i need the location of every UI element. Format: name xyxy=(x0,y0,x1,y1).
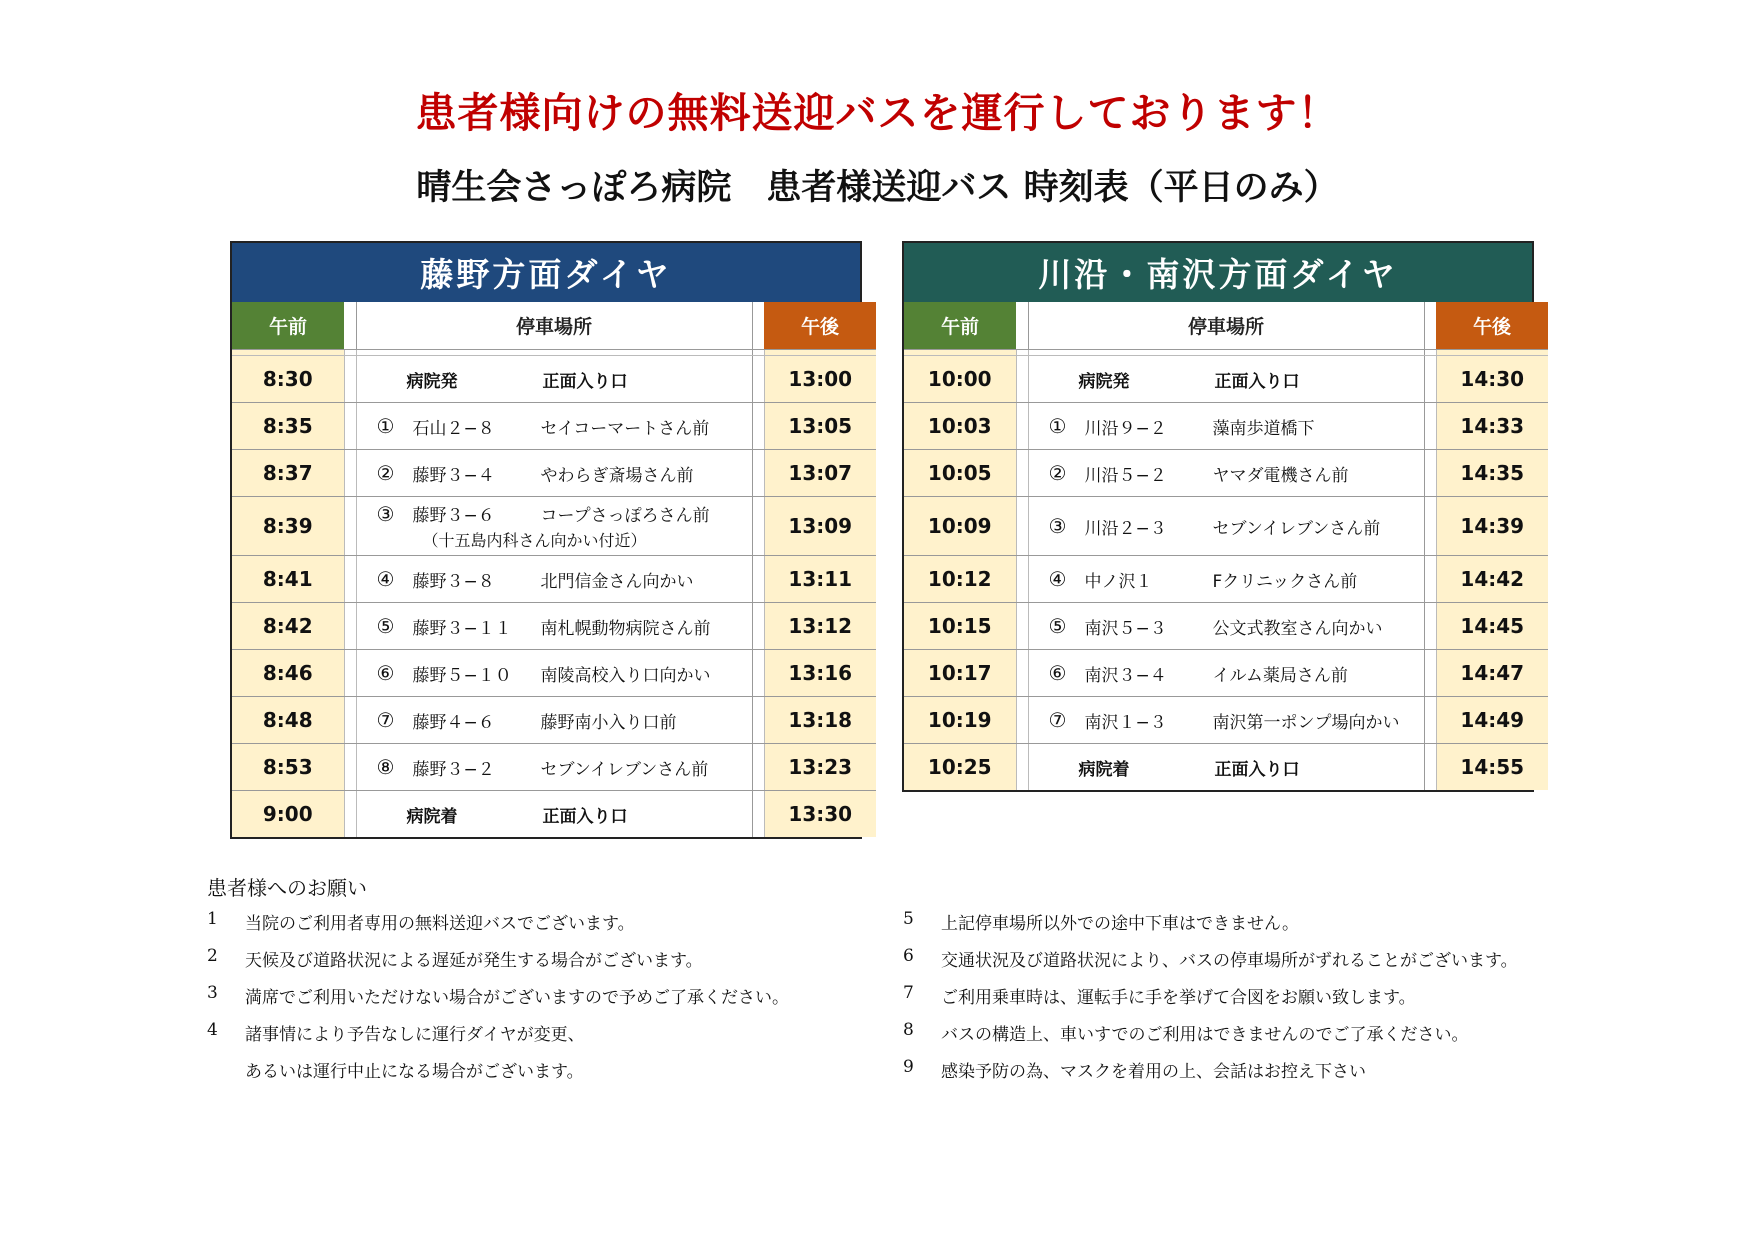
time-pm: 14:30 xyxy=(1436,356,1548,403)
stop-number: ③ xyxy=(1048,514,1067,538)
notes-list-left xyxy=(207,909,789,1094)
column-header-pm: 午後 xyxy=(764,302,876,350)
time-pm: 13:16 xyxy=(764,650,876,697)
timetable-row xyxy=(232,603,876,650)
note-number: 4 xyxy=(207,1020,218,1040)
stop-number: ② xyxy=(376,461,395,485)
time-am: 8:53 xyxy=(232,744,344,791)
time-am: 9:00 xyxy=(232,791,344,838)
note-item xyxy=(903,909,1518,946)
stop-cell xyxy=(356,450,752,497)
stop-number: ④ xyxy=(1048,567,1067,591)
time-pm: 14:42 xyxy=(1436,556,1548,603)
timetable-body xyxy=(904,350,1548,791)
time-pm: 14:39 xyxy=(1436,497,1548,556)
stop-landmark: 南札幌動物病院さん前 xyxy=(540,618,711,639)
time-pm: 13:30 xyxy=(764,791,876,838)
stop-number: ① xyxy=(376,414,395,438)
timetable-kawazoe-minamisawa xyxy=(902,241,1534,792)
time-pm: 13:05 xyxy=(764,403,876,450)
note-text: 当院のご利用者専用の無料送迎バスでございます。 xyxy=(245,914,635,934)
note-text: 諸事情により予告なしに運行ダイヤが変更、 xyxy=(245,1025,585,1045)
time-pm: 14:55 xyxy=(1436,744,1548,791)
note-item xyxy=(903,983,1518,1020)
stop-landmark: セブンイレブンさん前 xyxy=(540,759,709,780)
time-am: 8:48 xyxy=(232,697,344,744)
time-am: 8:46 xyxy=(232,650,344,697)
stop-number: ⑦ xyxy=(1048,708,1067,732)
note-text: ご利用乗車時は、運転手に手を挙げて合図をお願い致します。 xyxy=(941,988,1416,1008)
stop-landmark: イルム薬局さん前 xyxy=(1212,665,1348,686)
timetable-row xyxy=(232,556,876,603)
stop-cell xyxy=(1028,744,1424,791)
time-am: 10:12 xyxy=(904,556,1016,603)
stop-number: ⑧ xyxy=(376,755,395,779)
notes-list-right xyxy=(903,909,1518,1094)
note-number: 9 xyxy=(903,1057,914,1077)
column-header-stop: 停車場所 xyxy=(1028,302,1424,350)
time-pm: 13:00 xyxy=(764,356,876,403)
stop-number: ⑦ xyxy=(376,708,395,732)
note-item xyxy=(903,1020,1518,1057)
stop-address: 藤野４−６ xyxy=(412,712,495,733)
note-text: バスの構造上、車いすでのご利用はできませんのでご了承ください。 xyxy=(941,1025,1469,1045)
note-item xyxy=(207,946,789,983)
stop-address: 南沢５−３ xyxy=(1084,618,1167,639)
timetable-row xyxy=(904,497,1548,556)
note-text: 上記停車場所以外での途中下車はできません。 xyxy=(941,914,1300,934)
stop-address: 藤野５−１０ xyxy=(412,665,512,686)
time-am: 8:42 xyxy=(232,603,344,650)
time-am: 10:17 xyxy=(904,650,1016,697)
note-text: 交通状況及び道路状況により、バスの停車場所がずれることがございます。 xyxy=(941,951,1518,971)
stop-landmark: 北門信金さん向かい xyxy=(540,571,694,592)
timetable-row xyxy=(232,650,876,697)
timetable-row xyxy=(232,791,876,838)
timetable-fujino xyxy=(230,241,862,839)
stop-cell xyxy=(356,650,752,697)
stop-number: ⑤ xyxy=(1048,614,1067,638)
note-text: 天候及び道路状況による遅延が発生する場合がございます。 xyxy=(245,951,703,971)
stop-cell xyxy=(356,791,752,838)
stop-address: 石山２−８ xyxy=(412,418,495,439)
timetable-row xyxy=(232,403,876,450)
time-am: 8:39 xyxy=(232,497,344,556)
stop-address: 病院発 xyxy=(1078,371,1130,392)
stop-note: （十五島内科さん向かい付近） xyxy=(422,531,647,550)
timetable-row xyxy=(904,744,1548,791)
stop-address: 川沿５−２ xyxy=(1084,465,1167,486)
column-header-stop: 停車場所 xyxy=(356,302,752,350)
stop-landmark: 南陵高校入り口向かい xyxy=(540,665,711,686)
time-pm: 13:23 xyxy=(764,744,876,791)
stop-cell xyxy=(356,744,752,791)
time-am: 10:19 xyxy=(904,697,1016,744)
stop-cell xyxy=(356,403,752,450)
stop-address: 病院着 xyxy=(406,806,458,827)
stop-address: 藤野３−１１ xyxy=(412,618,512,639)
stop-cell xyxy=(356,603,752,650)
time-pm: 14:35 xyxy=(1436,450,1548,497)
stop-landmark: 藤野南小入り口前 xyxy=(540,712,677,733)
time-pm: 13:09 xyxy=(764,497,876,556)
stop-landmark: やわらぎ斎場さん前 xyxy=(540,465,694,486)
note-item xyxy=(903,1057,1518,1094)
stop-cell xyxy=(356,497,752,556)
notes-heading: 患者様へのお願い xyxy=(207,876,367,900)
stop-cell xyxy=(1028,603,1424,650)
timetable-row xyxy=(904,403,1548,450)
time-am: 10:05 xyxy=(904,450,1016,497)
stop-number: ④ xyxy=(376,567,395,591)
column-header-am: 午前 xyxy=(904,302,1016,350)
note-number: 6 xyxy=(903,946,914,966)
note-text: 満席でご利用いただけない場合がございますので予めご了承ください。 xyxy=(245,988,789,1008)
stop-address: 南沢３−４ xyxy=(1084,665,1167,686)
stop-cell xyxy=(1028,356,1424,403)
time-pm: 13:18 xyxy=(764,697,876,744)
stop-cell xyxy=(1028,450,1424,497)
stop-landmark: 正面入り口 xyxy=(1214,371,1300,392)
time-pm: 14:47 xyxy=(1436,650,1548,697)
column-header-am: 午前 xyxy=(232,302,344,350)
stop-landmark: セイコーマートさん前 xyxy=(540,418,710,439)
stop-address: 南沢１−３ xyxy=(1084,712,1167,733)
note-item xyxy=(207,1020,789,1057)
stop-landmark: セブンイレブンさん前 xyxy=(1212,518,1381,539)
stop-cell xyxy=(1028,697,1424,744)
stop-landmark: 正面入り口 xyxy=(542,806,628,827)
timetable-grid xyxy=(232,302,876,837)
note-text: 感染予防の為、マスクを着用の上、会話はお控え下さい xyxy=(941,1062,1366,1082)
timetable-row xyxy=(904,603,1548,650)
time-pm: 14:45 xyxy=(1436,603,1548,650)
timetable-row xyxy=(904,697,1548,744)
time-pm: 13:12 xyxy=(764,603,876,650)
note-text-continued: あるいは運行中止になる場合がございます。 xyxy=(245,1062,584,1082)
timetable-row xyxy=(232,450,876,497)
stop-landmark: 藻南歩道橋下 xyxy=(1212,418,1315,439)
timetable-heading: 川沿・南沢方面ダイヤ xyxy=(904,243,1532,302)
note-number: 2 xyxy=(207,946,218,966)
stop-landmark: 公文式教室さん向かい xyxy=(1212,618,1383,639)
timetable-row xyxy=(232,356,876,403)
stop-cell xyxy=(356,697,752,744)
timetable-grid xyxy=(904,302,1548,790)
stop-landmark: 正面入り口 xyxy=(1214,759,1300,780)
timetable-body xyxy=(232,350,876,838)
time-pm: 14:49 xyxy=(1436,697,1548,744)
stop-landmark: 正面入り口 xyxy=(542,371,628,392)
timetable-row xyxy=(904,450,1548,497)
timetable-row xyxy=(904,556,1548,603)
stop-cell xyxy=(356,556,752,603)
note-number: 3 xyxy=(207,983,218,1003)
timetable-row xyxy=(904,650,1548,697)
page-subtitle: 晴生会さっぽろ病院 患者様送迎バス 時刻表（平日のみ） xyxy=(416,168,1339,208)
note-item xyxy=(207,909,789,946)
time-am: 8:37 xyxy=(232,450,344,497)
note-number: 8 xyxy=(903,1020,914,1040)
stop-address: 藤野３−４ xyxy=(412,465,495,486)
stop-cell xyxy=(1028,497,1424,556)
time-am: 8:41 xyxy=(232,556,344,603)
stop-address: 藤野３−８ xyxy=(412,571,495,592)
note-number: 5 xyxy=(903,909,914,929)
stop-number: ⑥ xyxy=(1048,661,1067,685)
time-am: 10:09 xyxy=(904,497,1016,556)
stop-landmark: Fクリニックさん前 xyxy=(1212,571,1358,592)
stop-cell xyxy=(356,356,752,403)
time-am: 10:03 xyxy=(904,403,1016,450)
stop-address: 川沿９−２ xyxy=(1084,418,1167,439)
time-am: 10:00 xyxy=(904,356,1016,403)
column-header-pm: 午後 xyxy=(1436,302,1548,350)
time-am: 10:25 xyxy=(904,744,1016,791)
timetable-row xyxy=(904,356,1548,403)
stop-number: ② xyxy=(1048,461,1067,485)
stop-address: 病院着 xyxy=(1078,759,1130,780)
stop-address: 藤野３−６ xyxy=(412,506,495,526)
note-item xyxy=(207,983,789,1020)
stop-number: ① xyxy=(1048,414,1067,438)
stop-address: 川沿２−３ xyxy=(1084,518,1167,539)
time-am: 8:35 xyxy=(232,403,344,450)
time-pm: 13:07 xyxy=(764,450,876,497)
stop-address: 藤野３−２ xyxy=(412,759,495,780)
time-pm: 14:33 xyxy=(1436,403,1548,450)
stop-number: ③ xyxy=(376,501,395,526)
timetable-heading: 藤野方面ダイヤ xyxy=(232,243,860,302)
note-item xyxy=(903,946,1518,983)
stop-landmark: ヤマダ電機さん前 xyxy=(1212,465,1349,486)
stop-cell xyxy=(1028,403,1424,450)
timetable-row xyxy=(232,697,876,744)
stop-cell xyxy=(1028,650,1424,697)
note-number: 7 xyxy=(903,983,914,1003)
timetable-row xyxy=(232,497,876,556)
stop-landmark: 南沢第一ポンプ場向かい xyxy=(1212,712,1400,733)
stop-number: ⑥ xyxy=(376,661,395,685)
timetable-row xyxy=(232,744,876,791)
stop-cell xyxy=(1028,556,1424,603)
time-am: 10:15 xyxy=(904,603,1016,650)
stop-address: 病院発 xyxy=(406,371,458,392)
stop-landmark: コープさっぽろさん前 xyxy=(540,506,710,526)
time-pm: 13:11 xyxy=(764,556,876,603)
page-title: 患者様向けの無料送迎バスを運行しております！ xyxy=(415,89,1340,137)
note-number: 1 xyxy=(207,909,218,929)
stop-address: 中ノ沢１ xyxy=(1084,571,1153,592)
stop-number: ⑤ xyxy=(376,614,395,638)
time-am: 8:30 xyxy=(232,356,344,403)
